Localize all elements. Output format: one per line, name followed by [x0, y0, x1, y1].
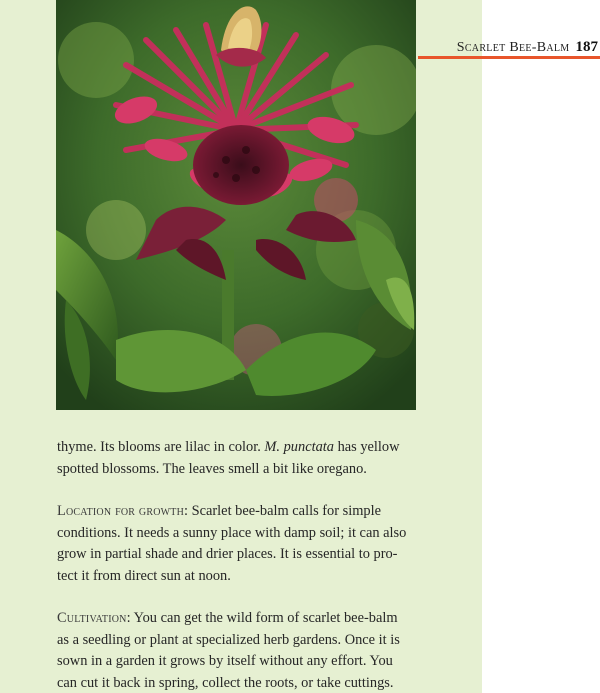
flower-photo [56, 0, 416, 410]
text-line: You can get the wild form of scarlet bee-balm [130, 610, 398, 626]
section-heading-location: Location for growth [57, 503, 185, 519]
text-line: can cut it back in spring, collect the roots, or take cuttings. [57, 674, 394, 691]
text-line: has yellow [333, 439, 400, 455]
header-rule [418, 56, 600, 59]
page-number: 187 [575, 39, 598, 55]
text-line: as a seedling or plant at specialized herb gardens. Once it is [57, 631, 400, 648]
text-line: thyme. Its blooms are lilac in color. [57, 439, 265, 455]
text-line: conditions. It needs a sunny place with damp soil; it can also [57, 524, 407, 541]
text-line: sown in a garden it grows by itself without any effort. You [57, 653, 393, 669]
heading-colon: : [184, 503, 189, 519]
text-line: tect it from direct sun at noon. [57, 567, 231, 584]
paragraph-continuation [57, 437, 419, 480]
paragraph-cultivation [57, 608, 419, 693]
species-name: M. punctata [264, 439, 334, 455]
running-head-title: Scarlet Bee-Balm [456, 40, 570, 55]
section-heading-cultivation: Cultivation [57, 610, 127, 626]
paragraph-location [57, 501, 419, 587]
heading-colon: : [126, 610, 131, 626]
text-line: grow in partial shade and drier places. It is essential to pro- [57, 546, 398, 562]
body-text [57, 437, 419, 693]
text-line: Scarlet bee-balm calls for simple [188, 503, 382, 519]
bee-balm-illustration [56, 0, 416, 410]
text-line: spotted blossoms. The leaves smell a bit like oregano. [57, 460, 367, 477]
